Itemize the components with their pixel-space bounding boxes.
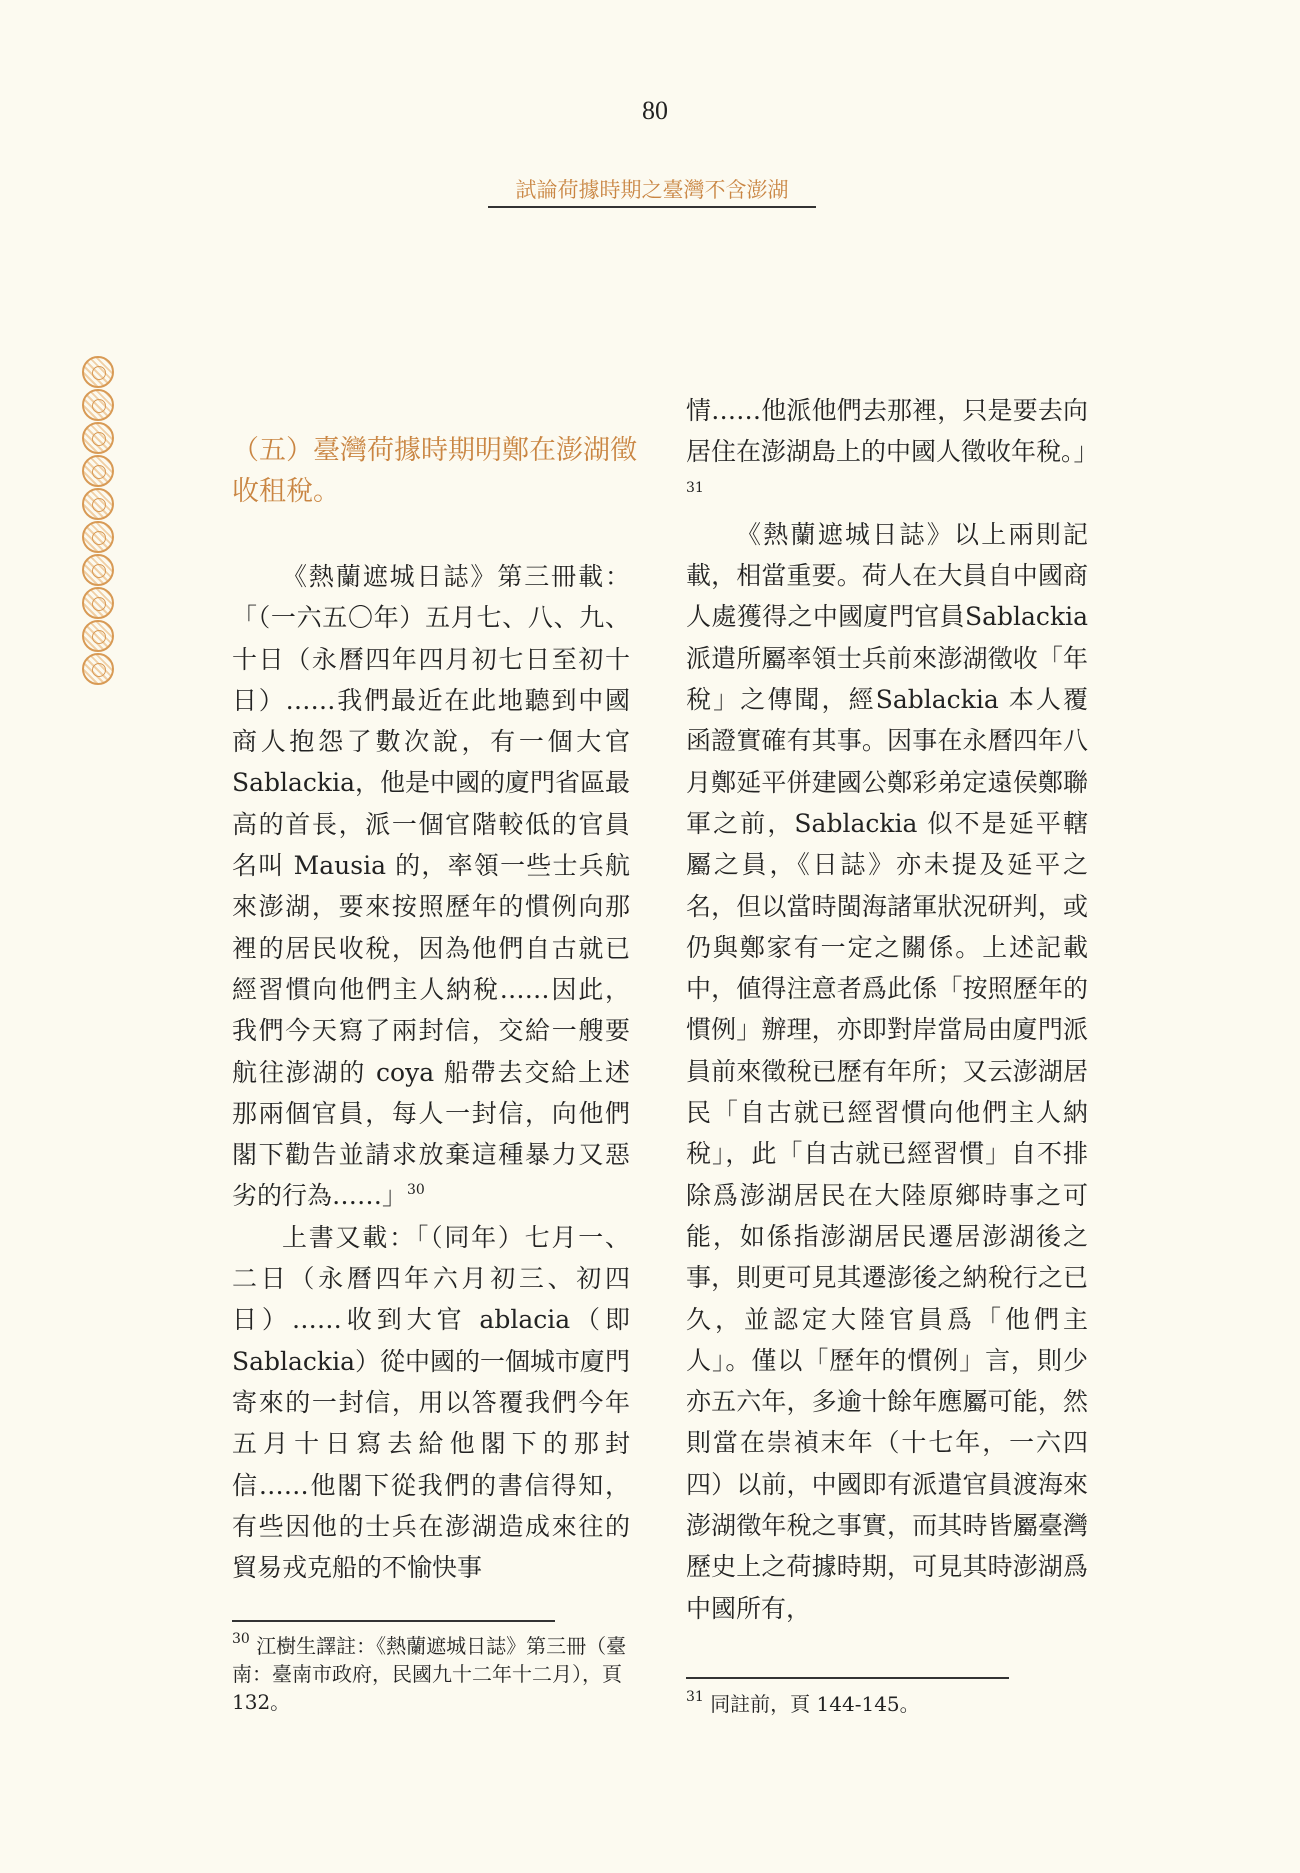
body-paragraph-continuation bbox=[686, 390, 1099, 514]
footnote-divider bbox=[232, 1620, 555, 1622]
section-heading: （五）臺灣荷據時期明鄭在澎湖徵收租稅。 bbox=[232, 435, 637, 507]
paragraph-text: 情……他派他們去那裡，只是要去向居住在澎湖島上的中國人徵收年稅。」 bbox=[686, 396, 1099, 467]
ornament-icon bbox=[82, 356, 114, 388]
ornament-icon bbox=[82, 455, 114, 487]
ornament-icon bbox=[82, 521, 114, 553]
footnote-ref-30[interactable]: 30 bbox=[407, 1182, 425, 1199]
ornament-icon bbox=[82, 488, 114, 520]
footnote-31 bbox=[686, 1690, 1086, 1718]
ornament-icon bbox=[82, 653, 114, 685]
footnote-ref-31[interactable]: 31 bbox=[686, 479, 704, 496]
footnote-number: 31 bbox=[686, 1689, 704, 1705]
page-number: 80 bbox=[642, 96, 668, 125]
ornament-icon bbox=[82, 422, 114, 454]
ornament-icon bbox=[82, 389, 114, 421]
left-column bbox=[232, 556, 630, 1588]
paragraph-text: 《熱蘭遮城日誌》第三冊載：「（一六五〇年）五月七、八、九、十日（永曆四年四月初七日至初十日）……我們最近在此地聽到中國商人抱怨了數次說，有一個大官Sablackia，他是中國的廈門省區最高的首長，派一個官階較低的官員名叫 Mausia 的，率領一些士兵航來澎湖，要來按照歷年的慣例向那裡的居民收稅，因為他們自古就已經習慣向他們主人納稅……因此，我們今天寫了兩封信，交給一艘要航往澎湖的 coya 船帶去交給上述那兩個官員，每人一封信，向他們閣下勸告並請求放棄這種暴力又惡劣的行為……」 bbox=[232, 562, 630, 1211]
body-paragraph-3: 《熱蘭遮城日誌》以上兩則記載，相當重要。荷人在大員自中國商人處獲得之中國廈門官員Sablackia 派遣所屬率領士兵前來澎湖徵收「年稅」之傳聞，經Sablackia 本人覆函證實確有其事。因事在永曆四年八月鄭延平併建國公鄭彩弟定遠侯鄭聯軍之前，Sablackia 似不是延平轄屬之員，《日誌》亦未提及延平之名，但以當時閩海諸軍狀況研判，或仍與鄭家有一定之關係。上述記載中，値得注意者爲此係「按照歷年的慣例」辦理，亦即對岸當局由廈門派員前來徵稅已歷有年所；又云澎湖居民「自古就已經習慣向他們主人納稅」，此「自古就已經習慣」自不排除爲澎湖居民在大陸原鄉時事之可能，如係指澎湖居民遷居澎湖後之事，則更可見其遷澎後之納稅行之已久，並認定大陸官員爲「他們主人」。僅以「歷年的慣例」言，則少亦五六年，多逾十餘年應屬可能，然則當在崇禎末年（十七年，一六四四）以前，中國即有派遣官員渡海來澎湖徵年稅之事實，而其時皆屬臺灣歷史上之荷據時期，可見其時澎湖爲中國所有， bbox=[686, 519, 1088, 1623]
footnote-text: 江樹生譯註：《熱蘭遮城日誌》第三冊（臺南：臺南市政府，民國九十二年十二月），頁 132。 bbox=[232, 1634, 627, 1714]
ornament-icon bbox=[82, 587, 114, 619]
footnote-30 bbox=[232, 1632, 632, 1716]
footnote-divider bbox=[686, 1677, 1009, 1679]
body-paragraph-1 bbox=[232, 556, 630, 1217]
body-paragraph-2: 上書又載：「（同年）七月一、二日（永曆四年六月初三、初四日）……收到大官 ablacia（即Sablackia）從中國的一個城市廈門寄來的一封信，用以答覆我們今年五月十日寫去給他閣下的那封信……他閣下從我們的書信得知，有些因他的士兵在澎湖造成來往的貿易戎克船的不愉快事 bbox=[232, 1222, 630, 1583]
right-column bbox=[686, 390, 1099, 1629]
ornament-icon bbox=[82, 554, 114, 586]
ornament-icon bbox=[82, 620, 114, 652]
footnote-text: 同註前，頁 144-145。 bbox=[710, 1692, 920, 1716]
footnote-number: 30 bbox=[232, 1631, 250, 1647]
decorative-border-ornament bbox=[80, 356, 116, 686]
running-header-title: 試論荷據時期之臺灣不含澎湖 bbox=[488, 174, 816, 208]
